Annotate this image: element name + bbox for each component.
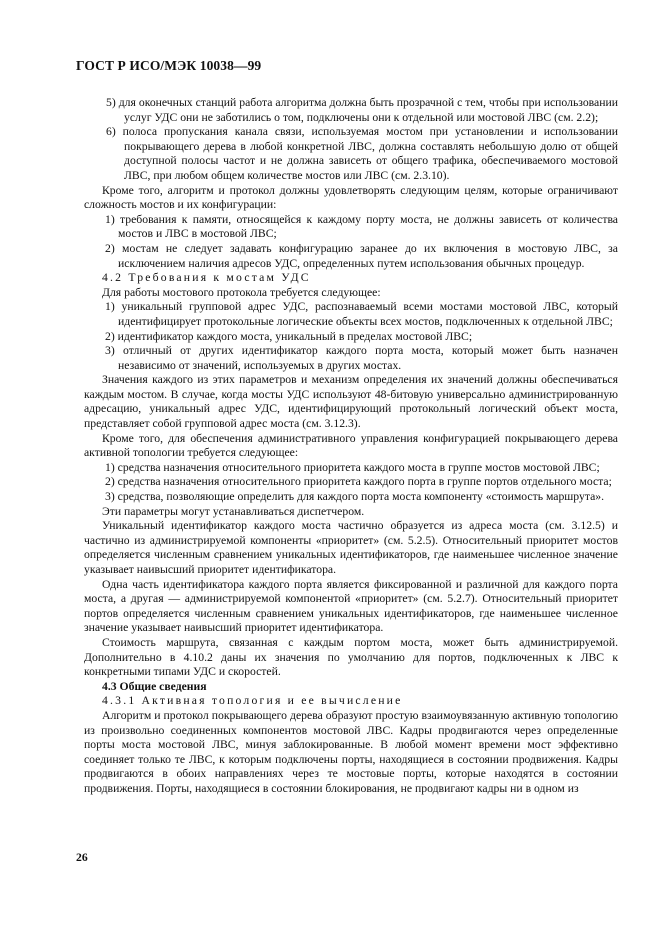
paragraph: Стоимость маршрута, связанная с каждым портом моста, может быть администрируемой. Дополнительно в 4.10.2 даны их значения по умолчанию для портов, подключенных к ЛВС к конкретными типами УДС и скоростей. (84, 635, 618, 679)
list-item: 2) средства назначения относительного приоритета каждого порта в группе портов отдельного моста; (105, 475, 612, 489)
page-body (84, 96, 618, 797)
paragraph: Для работы мостового протокола требуется следующее: (102, 285, 381, 299)
section-heading: 4.2 Требования к мостам УДС (102, 271, 311, 285)
list-item: 2) идентификатор каждого моста, уникальный в пределах мостовой ЛВС; (105, 329, 473, 343)
section-heading-text: 4.3 Общие сведения (102, 679, 207, 693)
list-item: 1) уникальный групповой адрес УДС, распознаваемый всеми мостами мостовой ЛВС, который идентифицирует протокольные логические объекты всех мостов, подключенных к отдельной ЛВС; (105, 300, 618, 328)
paragraph: Кроме того, алгоритм и протокол должны удовлетворять следующим целям, которые ограничивают сложность мостов и их конфигурации: (84, 183, 618, 212)
list-item: 5) для оконечных станций работа алгоритма должна быть прозрачной с тем, чтобы при использовании услуг УДС они не заботились о том, подключены они к отдельной или мостовой ЛВС (см. 2.2); (106, 96, 618, 124)
paragraph: Алгоритм и протокол покрывающего дерева образуют простую взаимоувязанную активную топологию из произвольно соединенных компонентов мостовой ЛВС. Кадры продвигаются через определенные порты моста мостовой ЛВС, минуя заблокированные. В любой момент времени мост эффективно соединяет только те ЛВС, к которым подключены порты, находящиеся в состоянии продвижения. Кадры продвигаются в обоих направлениях через те мостовые порты, которые находятся в состоянии продвижения. Порты, находящиеся в состоянии блокирования, не продвигают кадры ни в одном из (84, 708, 618, 795)
paragraph: Кроме того, для обеспечения административного управления конфигурацией покрывающего дерева активной топологии требуется следующее: (84, 431, 618, 460)
paragraph: Эти параметры могут устанавливаться диспетчером. (102, 504, 365, 518)
paragraph: Уникальный идентификатор каждого моста частично образуется из адреса моста (см. 3.12.5) и частично из администрируемой компоненты «приоритет» (см. 5.2.5). Относительный приоритет мостов определяется численным сравнением уникальных идентификаторов, где наименьшее численное значение указывает наивысший приоритет идентификатора. (84, 519, 618, 576)
paragraph: Значения каждого из этих параметров и механизм определения их значений должны обеспечиваться каждым мостом. В случае, когда мосты УДС используют 48-битовую универсально администрированную адресацию, уникальный адрес УДС, идентифицирующий протокольный логический объект моста, представляет собой групповой адрес моста (см. 3.12.3). (84, 373, 618, 431)
list-item: 2) мостам не следует задавать конфигурацию заранее до их включения в мостовую ЛВС, за исключением наличия адресов УДС, определенных путем использования обычных процедур. (105, 241, 618, 270)
paragraph: Одна часть идентификатора каждого порта является фиксированной и различной для каждого порта моста, а другая — администрируемой компонентой «приоритет» (см. 5.2.7). Относительный приоритет портов определяется численным сравнением уникальных идентификаторов, где наименьшее численное значение указывает наивысший приоритет идентификатора. (84, 577, 618, 635)
section-heading (84, 680, 618, 695)
subsection-heading: 4.3.1 Активная топология и ее вычисление (102, 694, 403, 708)
list-item: 3) средства, позволяющие определить для каждого порта моста компоненту «стоимость маршрута». (105, 490, 605, 504)
list-item: 1) средства назначения относительного приоритета каждого моста в группе мостов мостовой ЛВС; (105, 460, 600, 474)
page-header: ГОСТ Р ИСО/МЭК 10038—99 (76, 58, 262, 73)
list-item: 3) отличный от других идентификатор каждого порта моста, который может быть назначен независимо от значений, используемых в других мостах. (105, 344, 618, 372)
list-item: 6) полоса пропускания канала связи, используемая мостом при установлении и использовании покрывающего дерева в любой конкретной ЛВС, должна составлять небольшую долю от общей доступной полосы частот и не должна зависеть от общего трафика, обеспечиваемого мостовой ЛВС, при любом общем количестве мостов или ЛВС (см. 2.3.10). (106, 125, 618, 182)
page-number: 26 (76, 851, 88, 864)
list-item: 1) требования к памяти, относящейся к каждому порту моста, не должны зависеть от количества мостов и ЛВС в мостовой ЛВС; (105, 212, 618, 241)
